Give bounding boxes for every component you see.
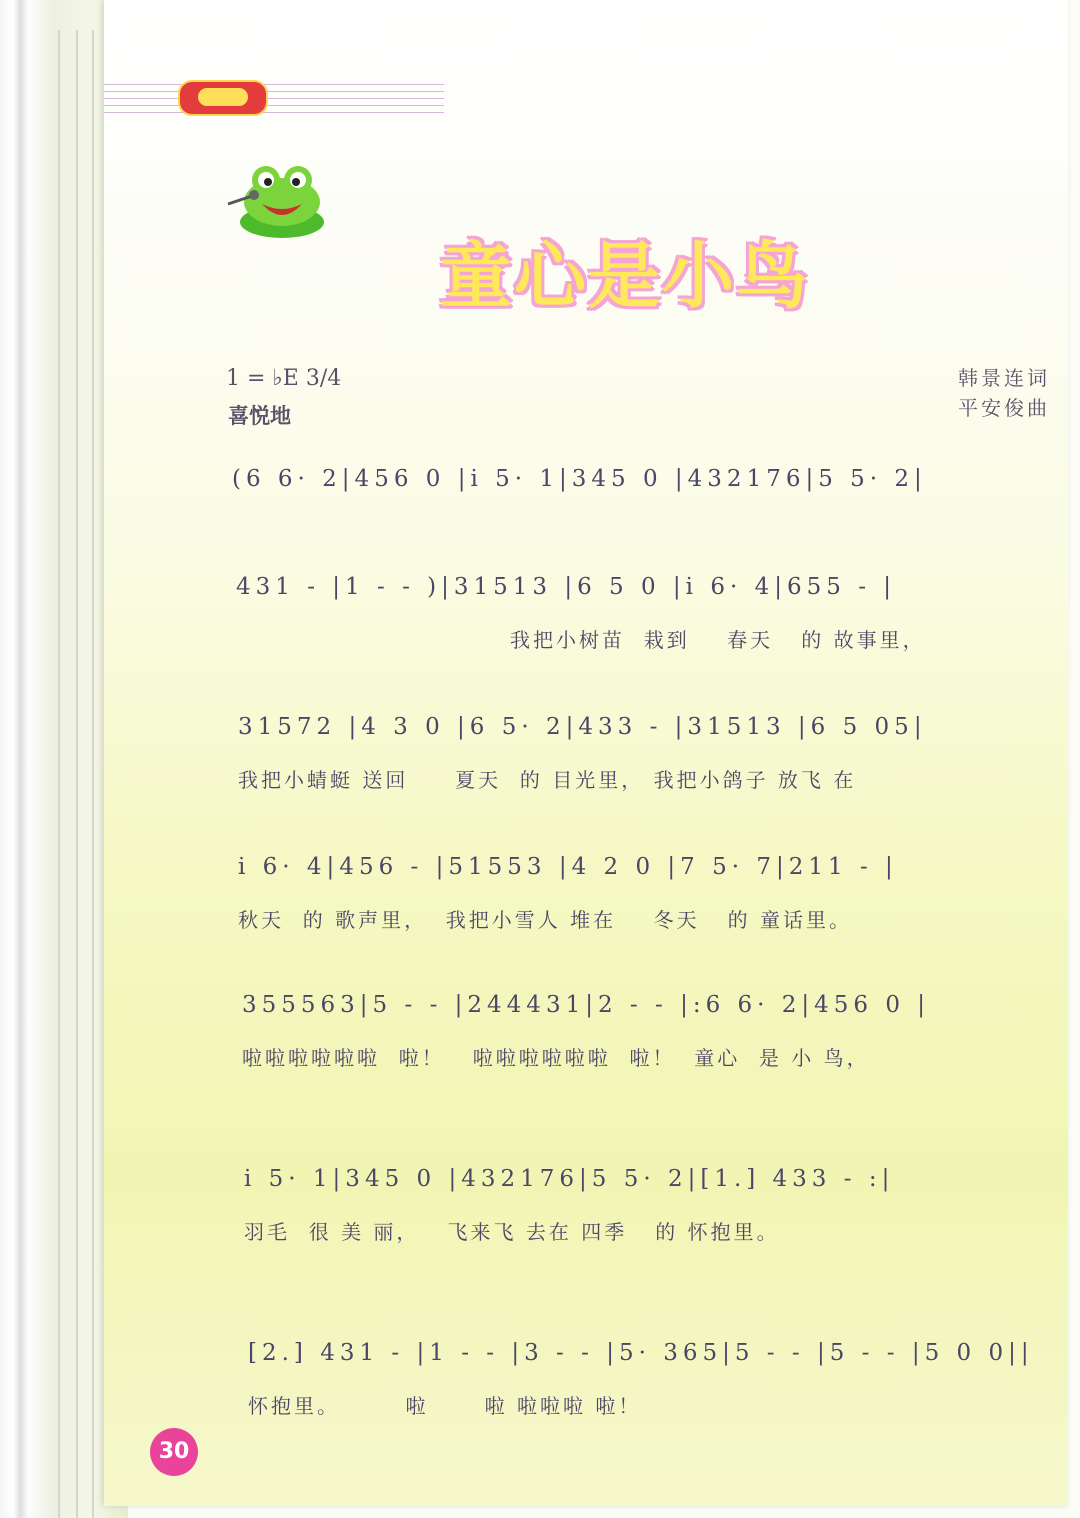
notes-line-5: 355563|5 - - |244431|2 - - |:6 6· 2|456 0 | bbox=[242, 992, 931, 1018]
lyrics-line-2: 我把小树苗 栽到 春天 的 故事里， bbox=[510, 628, 926, 652]
notes-line-3: 31572 |4 3 0 |6 5· 2|433 - |31513 |6 5 05| bbox=[238, 714, 927, 740]
notes-line-4: i 6· 4|456 - |51553 |4 2 0 |7 5· 7|211 - | bbox=[238, 854, 898, 880]
notes-line-2: 431 - |1 - - )|31513 |6 5 0 |i 6· 4|655 - | bbox=[236, 574, 897, 600]
lyricist-credit: 韩景连词 bbox=[958, 366, 1050, 390]
composer-credit: 平安俊曲 bbox=[958, 396, 1050, 420]
lyrics-line-3: 我把小蜻蜓 送回 夏天 的 目光里， 我把小鸽子 放飞 在 bbox=[238, 768, 857, 792]
notes-line-7: [2.] 431 - |1 - - |3 - - |5· 365|5 - - |5 - - |5 0 0|| bbox=[248, 1340, 1034, 1366]
tempo-marking: 喜悦地 bbox=[228, 404, 291, 428]
accordion-icon bbox=[178, 80, 268, 116]
lyrics-line-5: 啦啦啦啦啦啦 啦！ 啦啦啦啦啦啦 啦！ 童心 是 小 鸟， bbox=[242, 1046, 870, 1070]
lyrics-line-4: 秋天 的 歌声里， 我把小雪人 堆在 冬天 的 童话里。 bbox=[238, 908, 853, 932]
notes-line-1: (6 6· 2|456 0 |i 5· 1|345 0 |432176|5 5· 2| bbox=[232, 466, 927, 492]
key-signature: 1 = ♭E 3/4 bbox=[226, 366, 342, 391]
frog-singing-icon bbox=[226, 164, 336, 248]
lyrics-line-7: 怀抱里。 啦 啦 啦啦啦 啦！ bbox=[248, 1394, 642, 1418]
song-title: 童心是小鸟 bbox=[440, 234, 811, 318]
decorative-staff-lines bbox=[104, 84, 444, 120]
notes-line-6: i 5· 1|345 0 |432176|5 5· 2|[1.] 433 - :| bbox=[244, 1166, 895, 1192]
lyrics-line-6: 羽毛 很 美 丽， 飞来飞 去在 四季 的 怀抱里。 bbox=[244, 1220, 780, 1244]
page-number: 30 bbox=[150, 1428, 198, 1476]
